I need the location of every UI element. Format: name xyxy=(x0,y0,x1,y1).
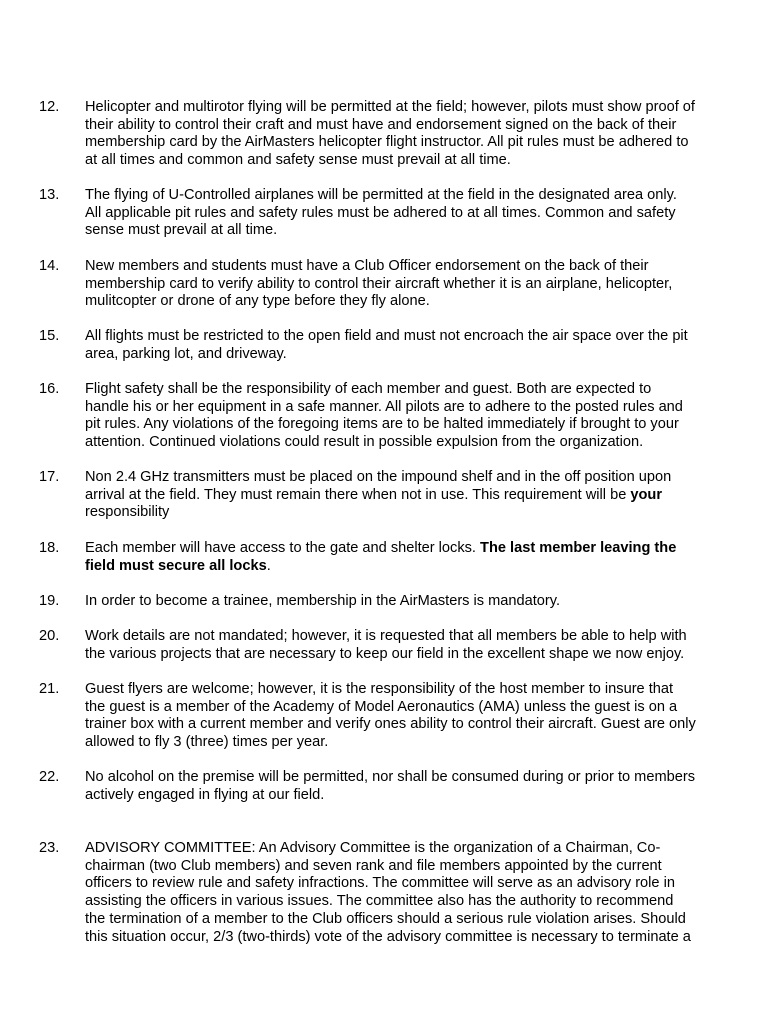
rule-text xyxy=(85,628,735,663)
rule-line: actively engaged in flying at our field. xyxy=(85,786,325,803)
rule-line: the guest is a member of the Academy of Model Aeronautics (AMA) unless the guest is on a xyxy=(85,698,678,715)
rule-number: 13. xyxy=(39,187,60,203)
rule-text xyxy=(85,769,735,804)
rule-text xyxy=(85,381,735,452)
rule-text xyxy=(85,681,735,752)
rule-text xyxy=(85,187,735,240)
rule-line: the termination of a member to the Club officers should a serious rule violation arises. Should xyxy=(85,910,686,927)
rule-line: All applicable pit rules and safety rules must be adhered to at all times. Common and safety xyxy=(85,204,676,221)
rule-line: the various projects that are necessary to keep our field in the excellent shape we now enjoy. xyxy=(85,645,685,662)
rule-line: their ability to control their craft and must have and endorsement signed on the back of their xyxy=(85,116,677,133)
rule-line: sense must prevail at all time. xyxy=(85,222,278,239)
rule-line-regular: . xyxy=(266,557,271,574)
rule-line: allowed to fly 3 (three) times per year. xyxy=(85,734,329,751)
rule-number: 19. xyxy=(39,593,60,609)
rule-line-regular: Each member will have access to the gate and shelter locks. xyxy=(85,540,481,556)
rule-line xyxy=(85,540,735,558)
rule-line: Work details are not mandated; however, it is requested that all members be able to help with xyxy=(85,628,687,644)
rule-number: 17. xyxy=(39,469,60,485)
rule-number: 12. xyxy=(39,99,60,115)
rule-line: membership card by the AirMasters helicopter flight instructor. All pit rules must be adhered to xyxy=(85,134,689,151)
rule-line: chairman (two Club members) and seven rank and file members appointed by the current xyxy=(85,857,662,874)
rule-text xyxy=(85,840,735,946)
rule-line: officers to review rule and safety infractions. The committee will serve as an advisory role in xyxy=(85,875,675,892)
rule-line: Non 2.4 GHz transmitters must be placed on the impound shelf and in the off position upon xyxy=(85,469,672,485)
rule-text xyxy=(85,258,735,311)
rule-line: attention. Continued violations could result in possible expulsion from the organization. xyxy=(85,434,644,451)
rule-line: No alcohol on the premise will be permitted, nor shall be consumed during or prior to members xyxy=(85,769,695,785)
rule-line-emphasis: The last member leaving the xyxy=(480,540,677,556)
rule-line: trainer box with a current member and verify ones ability to control their aircraft. Guest are only xyxy=(85,716,696,733)
rule-text xyxy=(85,593,735,611)
rule-line: assisting the officers in various issues. The committee also has the authority to recommend xyxy=(85,893,674,910)
rule-number: 21. xyxy=(39,681,60,697)
rule-line: pit rules. Any violations of the foregoing items are to be halted immediately if brought to your xyxy=(85,416,679,433)
rule-line-regular: arrival at the field. They must remain there when not in use. This requirement will be xyxy=(85,486,631,503)
rule-line xyxy=(85,487,735,505)
rule-text xyxy=(85,99,735,170)
rule-line: membership card to verify ability to control their aircraft whether it is an airplane, helicopter, xyxy=(85,275,673,292)
rule-line: at all times and common and safety sense must prevail at all time. xyxy=(85,152,511,169)
rule-line: Guest flyers are welcome; however, it is the responsibility of the host member to insure that xyxy=(85,681,674,697)
rule-line: handle his or her equipment in a safe manner. All pilots are to adhere to the posted rules and xyxy=(85,398,683,415)
rule-line: ADVISORY COMMITTEE: An Advisory Committee is the organization of a Chairman, Co- xyxy=(85,840,661,856)
rule-number: 22. xyxy=(39,769,60,785)
rule-line xyxy=(85,558,735,576)
rule-line: New members and students must have a Club Officer endorsement on the back of their xyxy=(85,258,649,274)
rule-line: In order to become a trainee, membership in the AirMasters is mandatory. xyxy=(85,593,561,609)
rule-line: area, parking lot, and driveway. xyxy=(85,345,287,362)
rule-line: Flight safety shall be the responsibility of each member and guest. Both are expected to xyxy=(85,381,652,397)
rule-line: mulitcopter or drone of any type before they fly alone. xyxy=(85,293,430,310)
rule-line: this situation occur, 2/3 (two-thirds) vote of the advisory committee is necessary to terminate a xyxy=(85,928,691,945)
rule-text xyxy=(85,540,735,575)
rule-number: 14. xyxy=(39,258,60,274)
rule-number: 15. xyxy=(39,328,60,344)
rule-line: The flying of U-Controlled airplanes will be permitted at the field in the designated area only. xyxy=(85,187,677,203)
rule-text xyxy=(85,328,735,363)
rule-line: Helicopter and multirotor flying will be permitted at the field; however, pilots must show proof of xyxy=(85,99,695,115)
rule-number: 16. xyxy=(39,381,60,397)
rule-line-emphasis: your xyxy=(630,486,662,503)
rule-number: 23. xyxy=(39,840,60,856)
rule-line: All flights must be restricted to the open field and must not encroach the air space over the pit xyxy=(85,328,688,344)
rule-line-emphasis: field must secure all locks xyxy=(85,557,267,574)
rule-number: 20. xyxy=(39,628,60,644)
rule-line: responsibility xyxy=(85,504,170,521)
rule-text xyxy=(85,469,735,522)
rule-number: 18. xyxy=(39,540,60,556)
